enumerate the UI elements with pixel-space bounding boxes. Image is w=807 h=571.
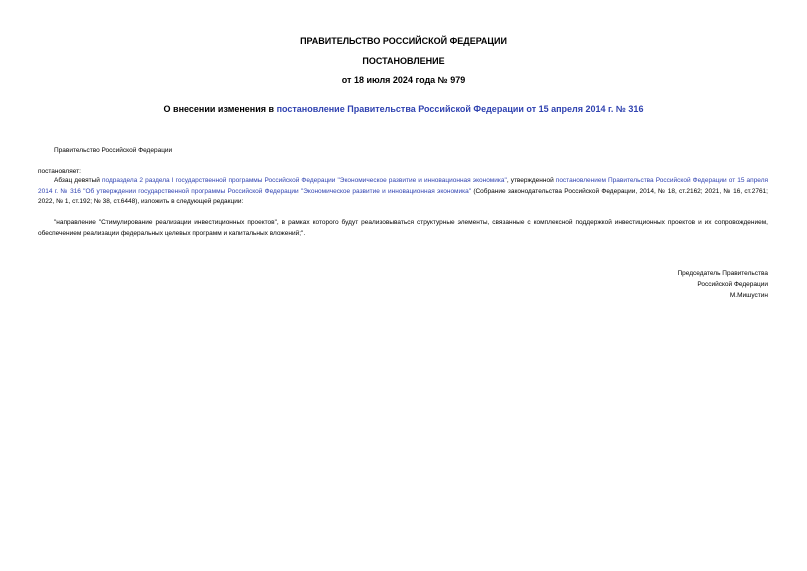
subject-link[interactable]: постановление Правительства Российской Федерации от 15 апреля 2014 г. № 316 <box>276 104 644 114</box>
government-heading: ПРАВИТЕЛЬСТВО РОССИЙСКОЙ ФЕДЕРАЦИИ <box>300 36 507 46</box>
subject-prefix: О внесении изменения в <box>163 104 277 114</box>
signature-title: Председатель Правительства <box>677 270 768 277</box>
government-line: Правительство Российской Федерации <box>54 147 173 154</box>
resolution-link[interactable]: постановлением Правительства Российской Федерации от 15 апреля 2014 г. № 316 "Об утверждении государственной программы Российской Федерации "Экономическое развитие и инновационная экономика" <box>38 177 769 195</box>
signature-country: Российской Федерации <box>697 281 768 288</box>
program-section-link[interactable]: подраздела 2 раздела I государственной программы Российской Федерации "Экономическое развитие и инновационная экономика" <box>101 177 507 184</box>
para1-text-3: (Собрание законодательства Российской Федерации, 2014, № 18, ст.2162; 2021, № 16, ст.2761; 2022, № 1, ст.192; № 38, ст.6448), изложить в следующей редакции: <box>38 187 768 205</box>
document-type-heading: ПОСТАНОВЛЕНИЕ <box>362 56 445 66</box>
document-subject <box>0 104 807 114</box>
resolves-line: постановляет: <box>38 168 81 175</box>
para1-text-1: Абзац девятый <box>54 177 102 184</box>
paragraph-amendment <box>38 176 768 208</box>
paragraph-new-wording: "направление "Стимулирование реализации инвестиционных проектов", в рамках которого будут реализовываться структурные элементы, связанные с комплексной поддержкой инвестиционных проектов и их сопровождением, обеспечением реализации федеральных целевых программ и капитальных вложений;". <box>38 219 768 237</box>
date-number-heading: от 18 июля 2024 года № 979 <box>341 75 466 85</box>
para1-text-2: , утвержденной <box>506 177 556 184</box>
signature-block <box>677 268 768 301</box>
signature-name: М.Мишустин <box>729 292 768 299</box>
